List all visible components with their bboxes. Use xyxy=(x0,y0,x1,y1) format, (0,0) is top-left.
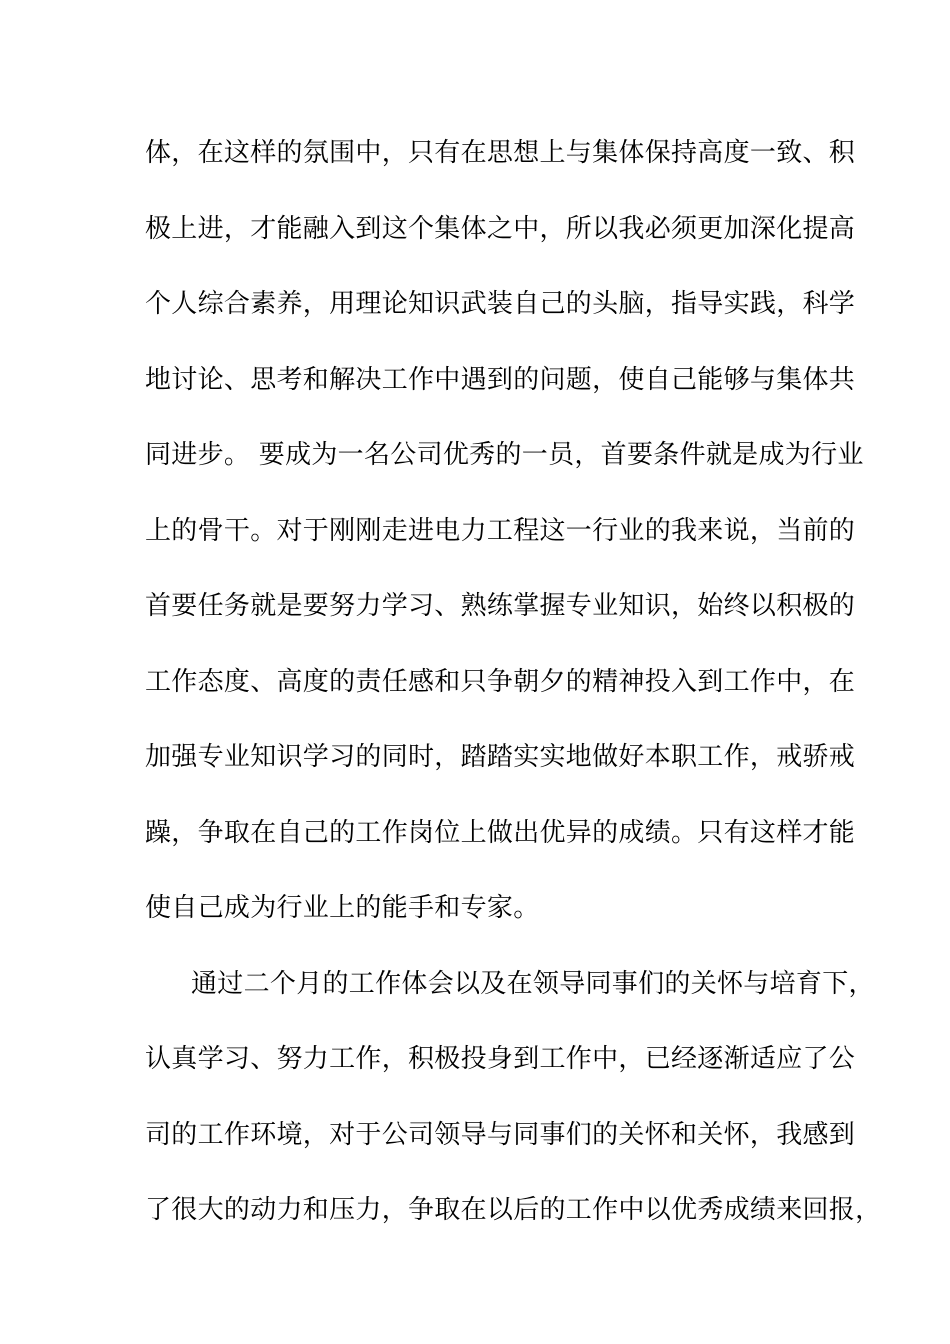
text-line: 个人综合素养，用理论知识武装自己的头脑，指导实践，科学 xyxy=(145,289,856,319)
text-line: 地讨论、思考和解决工作中遇到的问题，使自己能够与集体共 xyxy=(145,364,856,395)
text-line: 首要任务就是要努力学习、熟练掌握专业知识，始终以积极的 xyxy=(145,591,856,621)
text-line: 加强专业知识学习的同时，踏踏实实地做好本职工作，戒骄戒 xyxy=(145,742,856,772)
text-line: 认真学习、努力工作，积极投身到工作中，已经逐渐适应了公 xyxy=(145,1044,856,1074)
text-line: 使自己成为行业上的能手和专家。 xyxy=(145,893,540,923)
text-line: 同进步。 要成为一名公司优秀的一员，首要条件就是成为行业 xyxy=(145,440,864,470)
paragraph-start-line: 通过二个月的工作体会以及在领导同事们的关怀与培育下， xyxy=(191,968,875,999)
text-line: 躁，争取在自己的工作岗位上做出优异的成绩。只有这样才能 xyxy=(145,817,856,848)
text-line: 了很大的动力和压力，争取在以后的工作中以优秀成绩来回报， xyxy=(145,1195,882,1225)
text-line: 极上进，才能融入到这个集体之中，所以我必须更加深化提高 xyxy=(145,213,856,244)
text-line: 上的骨干。对于刚刚走进电力工程这一行业的我来说，当前的 xyxy=(145,515,856,546)
text-line: 司的工作环境，对于公司领导与同事们的关怀和关怀，我感到 xyxy=(145,1119,856,1150)
text-line: 体，在这样的氛围中，只有在思想上与集体保持高度一致、积 xyxy=(145,138,856,168)
body-text xyxy=(145,128,882,1261)
text-line: 工作态度、高度的责任感和只争朝夕的精神投入到工作中，在 xyxy=(145,666,856,697)
